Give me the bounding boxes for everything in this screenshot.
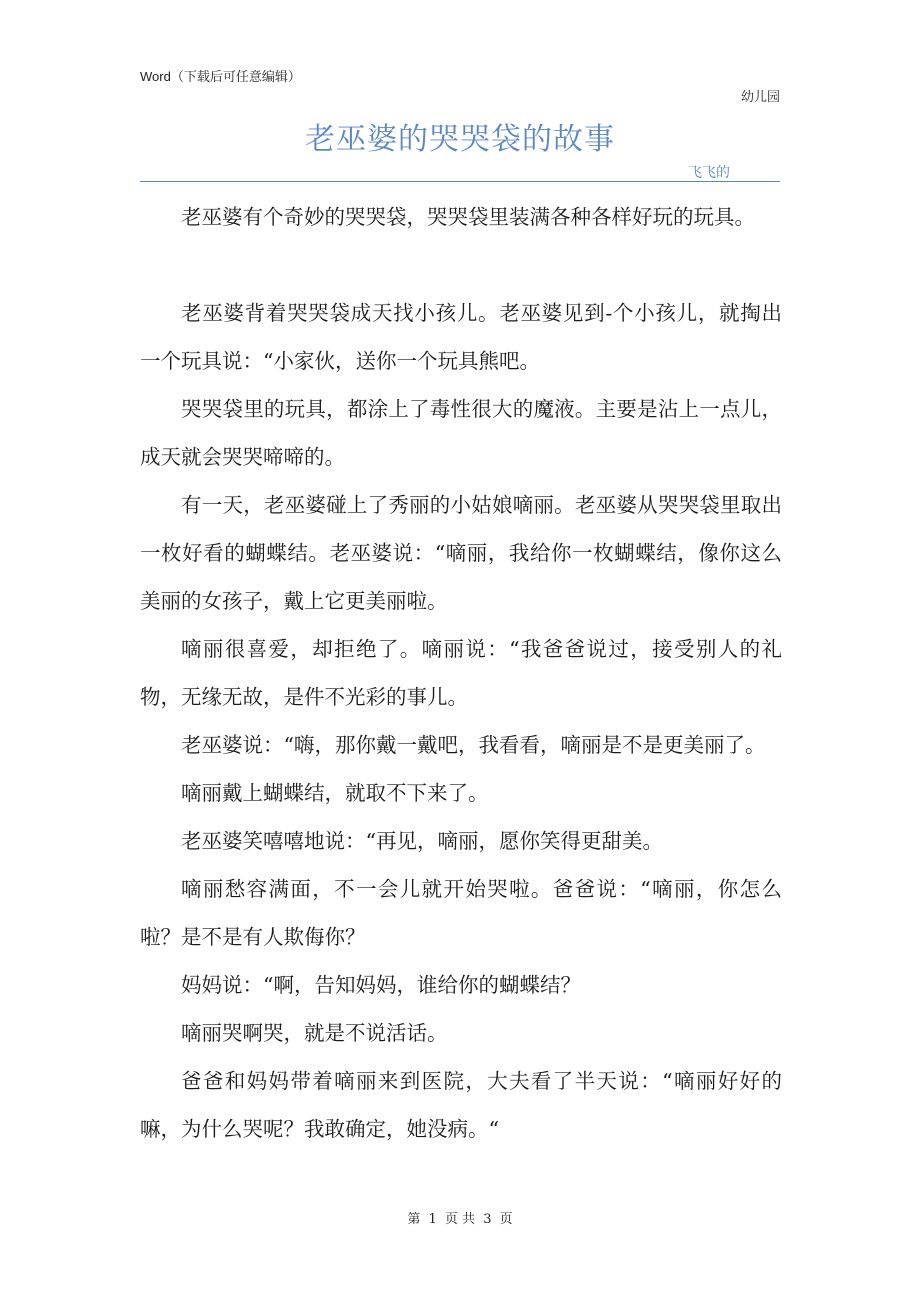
paragraph: 老巫婆背着哭哭袋成天找小孩儿。老巫婆见到-个小孩儿，就掏出一个玩具说：“小家伙，送你一个玩具熊吧。 [140,301,782,373]
paragraph: 嘀丽很喜爱，却拒绝了。嘀丽说：“我爸爸说过，接受别人的礼物，无缘无故，是件不光彩的事儿。 [140,637,782,709]
paragraph: 妈妈说：“啊，告知妈妈，谁给你的蝴蝶结？ [181,973,581,997]
header-category: 幼儿园 [740,90,780,105]
paragraph: 老巫婆说：“嗨，那你戴一戴吧，我看看，嘀丽是不是更美丽了。 [181,733,766,757]
paragraph: 嘀丽哭啊哭，就是不说活话。 [181,1021,448,1045]
footer-suffix: 页 [499,1212,513,1227]
document-author: 飞飞的 [688,165,730,181]
paragraph: 嘀丽愁容满面，不一会儿就开始哭啦。爸爸说：“嘀丽，你怎么啦？是不是有人欺侮你？ [140,877,782,949]
paragraph: 嘀丽戴上蝴蝶结，就取不下来了。 [181,781,489,805]
header-note: Word（下载后可任意编辑） [140,69,301,84]
title-divider [140,181,780,182]
footer-middle: 页 共 [444,1212,476,1227]
document-body [140,193,782,1153]
paragraph: 哭哭袋里的玩具，都涂上了毒性很大的魔液。主要是沾上一点儿，成天就会哭哭啼啼的。 [140,397,782,469]
footer-prefix: 第 [407,1212,421,1227]
paragraph: 老巫婆有个奇妙的哭哭袋，哭哭袋里装满各种各样好玩的玩具。 [181,205,755,229]
page-footer [0,1208,920,1227]
paragraph: 有一天，老巫婆碰上了秀丽的小姑娘嘀丽。老巫婆从哭哭袋里取出一枚好看的蝴蝶结。老巫婆说：“嘀丽，我给你一枚蝴蝶结，像你这么美丽的女孩子，戴上它更美丽啦。 [140,493,782,613]
document-title: 老巫婆的哭哭袋的故事 [305,122,615,157]
paragraph: 爸爸和妈妈带着嘀丽来到医院，大夫看了半天说：“嘀丽好好的嘛，为什么哭呢？我敢确定，她没病。“ [140,1069,782,1141]
current-page-number: 1 [428,1212,437,1227]
paragraph: 老巫婆笑嘻嘻地说：“再见，嘀丽，愿你笑得更甜美。 [181,829,663,853]
total-page-count: 3 [483,1212,492,1227]
